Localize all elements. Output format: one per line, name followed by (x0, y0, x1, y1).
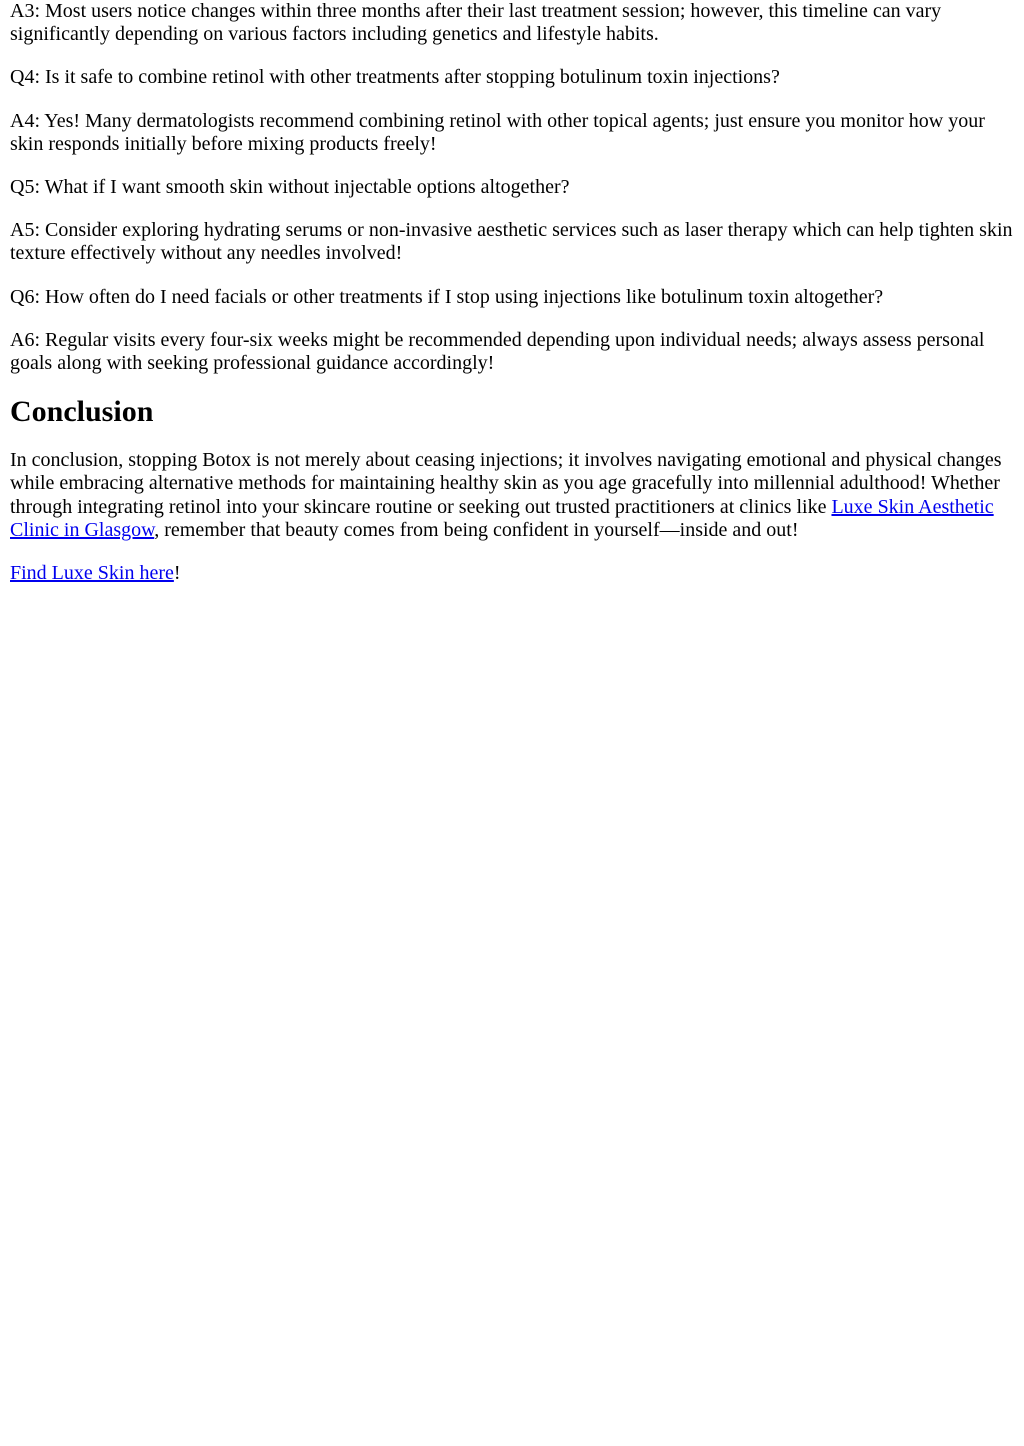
find-luxe-skin-link[interactable]: Find Luxe Skin here (10, 562, 174, 585)
clinic-link[interactable]: Luxe Skin Aesthetic Clinic in Glasgow (10, 495, 994, 541)
faq-answer-5: A5: Consider exploring hydrating serums or non-invasive aesthetic services such as laser therapy which can help tighten skin texture effectively without any needles involved! (10, 219, 1013, 265)
faq-question-5: Q5: What if I want smooth skin without injectable options altogether? (10, 176, 570, 199)
faq-answer-6: A6: Regular visits every four-six weeks might be recommended depending upon individual needs; always assess personal goals along with seeking professional guidance accordingly! (10, 328, 985, 375)
faq-answer-4: A4: Yes! Many dermatologists recommend combining retinol with other topical agents; just ensure you monitor how your skin responds initially before mixing products freely! (10, 109, 985, 155)
conclusion-text-before-link: In conclusion, stopping Botox is not merely about ceasing injections; it involves navigating emotional and physical changes while embracing alternative methods for maintaining healthy skin as you age gracefully into millennial adulthood! Whether through integrating retinol into your skincare routine or seeking out trusted practitioners at clinics like (10, 449, 1002, 518)
find-luxe-skin-paragraph (10, 562, 1014, 585)
conclusion-heading: Conclusion (10, 395, 154, 429)
faq-question-4: Q4: Is it safe to combine retinol with other treatments after stopping botulinum toxin injections? (10, 66, 780, 89)
find-link-suffix: ! (173, 562, 181, 585)
faq-answer-3: A3: Most users notice changes within three months after their last treatment session; however, this timeline can vary significantly depending on various factors including genetics and lifestyle habits. (10, 0, 942, 46)
conclusion-section (10, 395, 1014, 585)
conclusion-text-after-link: , remember that beauty comes from being confident in yourself—inside and out! (154, 518, 799, 541)
conclusion-paragraph (10, 449, 1014, 542)
article-page (0, 0, 1024, 585)
faq-question-6: Q6: How often do I need facials or other treatments if I stop using injections like botulinum toxin altogether? (10, 285, 884, 308)
faq-section (10, 0, 1014, 375)
